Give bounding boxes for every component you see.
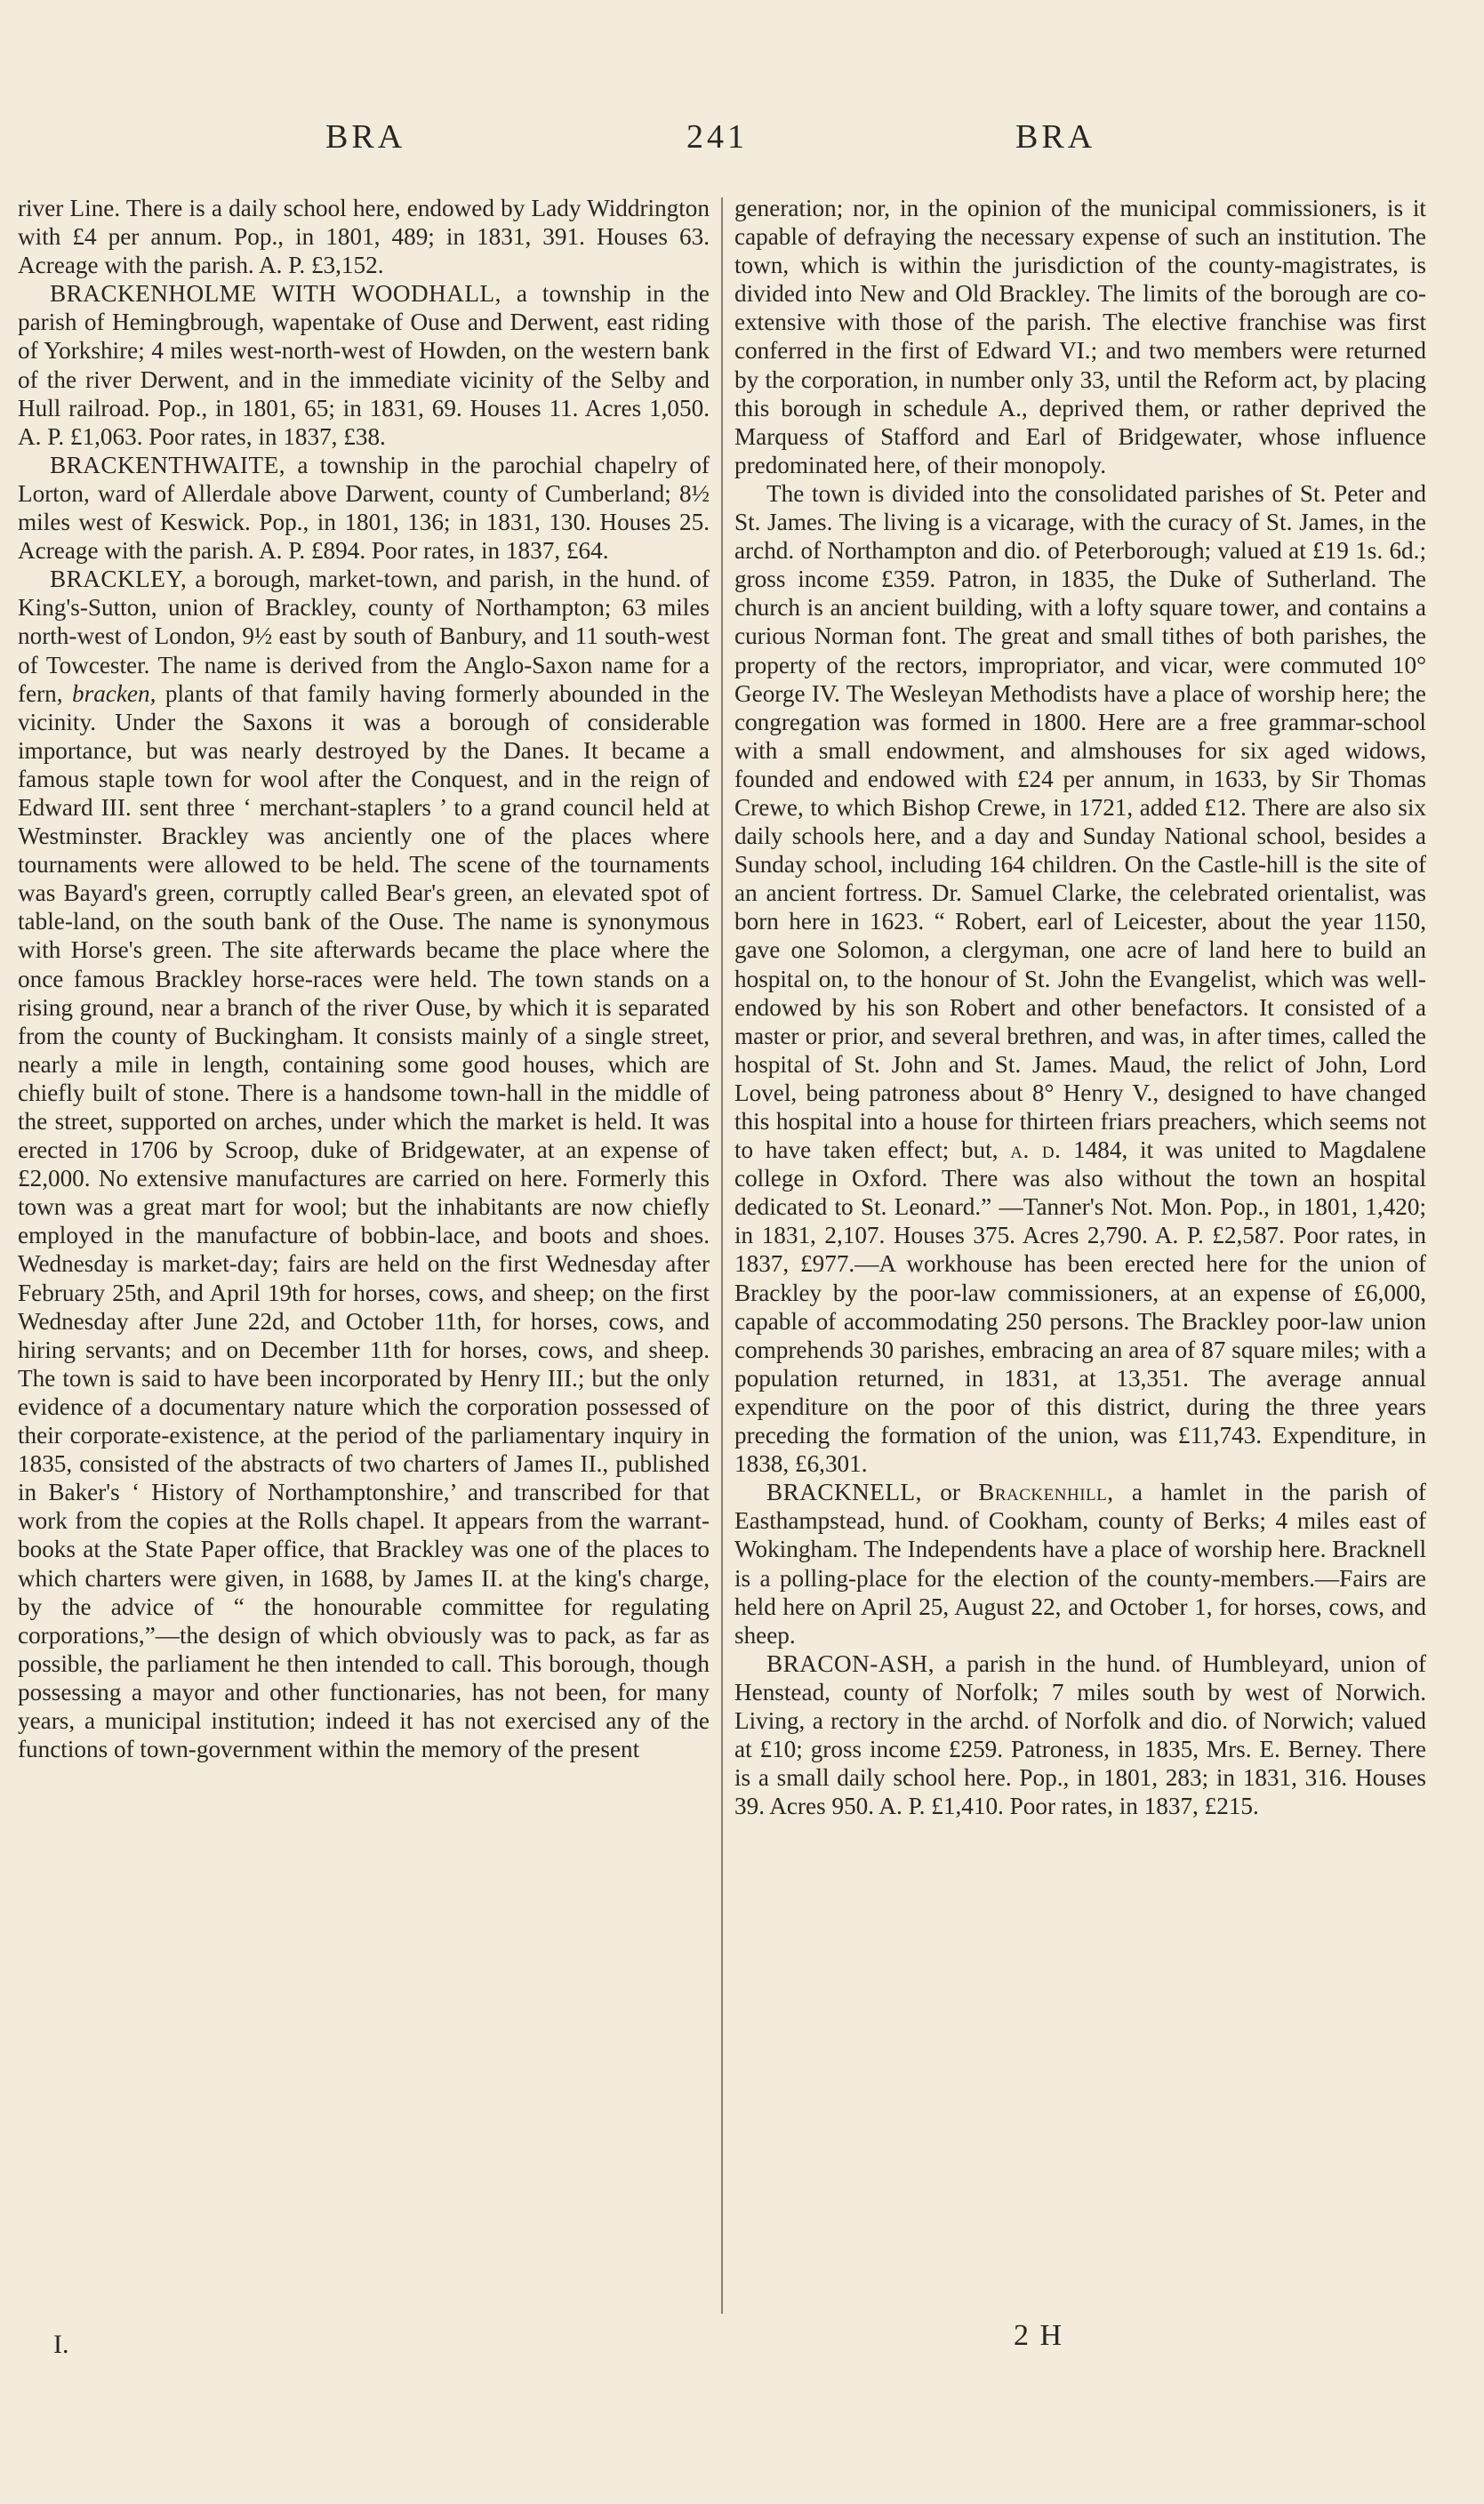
running-head	[0, 117, 1484, 162]
continued-paragraph: river Line. There is a daily school here, endowed by Lady Widdrington with £4 per annum. Pop., in 1801, 489; in 1831, 391. Houses 63. Acreage with the parish. A. P. £3,152.	[18, 195, 710, 279]
page-number: 241	[686, 118, 748, 156]
left-column	[18, 194, 710, 1763]
signature-mark: I.	[53, 2330, 69, 2359]
column-rule	[721, 197, 723, 2314]
entry-brackley: BRACKLEY, a borough, market-town, and parish, in the hund. of King's-Sutton, union of Brackley, county of Northampton; 63 miles north-west of London, 9½ east by south of Banbury, and 11 south-west of Towcester. The name is derived from the Anglo-Saxon name for a fern, bracken, plants of that family having formerly abounded in the vicinity. Under the Saxons it was a borough of considerable importance, but was nearly destroyed by the Danes. It became a famous staple town for wool after the Conquest, and in the reign of Edward III. sent three ‘ merchant-staplers ’ to a grand council held at Westminster. Brackley was anciently one of the places where tournaments were allowed to be held. The scene of the tournaments was Bayard's green, corruptly called Bear's green, an elevated spot of table-land, on the south bank of the Ouse. The name is synonymous with Horse's green. The site afterwards became the place where the once famous Brackley horse-races were held. The town stands on a rising ground, near a branch of the river Ouse, by which it is separated from the county of Buckingham. It consists mainly of a single street, nearly a mile in length, containing some good houses, which are chiefly built of stone. There is a handsome town-hall in the middle of the street, supported on arches, under which the market is held. It was erected in 1706 by Scroop, duke of Bridgewater, at an expense of £2,000. No extensive manufactures are carried on here. Formerly this town was a great mart for wool; but the inhabitants are now chiefly employed in the manufacture of bobbin-lace, and boots and shoes. Wednesday is market-day; fairs are held on the first Wednesday after February 25th, and April 19th for horses, cows, and sheep; on the first Wednesday after June 22d, and October 11th, for horses, cows, and hiring servants; and on December 11th for horses, cows, and sheep. The town is said to have been incorporated by Henry III.; but the only evidence of a documentary nature which the corporation possessed of their corporate-existence, at the period of the parliamentary inquiry in 1835, consisted of the abstracts of two charters of James II., published in Baker's ‘ History of Northamptonshire,’ and transcribed for that work from the copies at the Rolls chapel. It appears from the warrant-books at the State Paper office, that Brackley was one of the places to which charters were given, in 1688, by James II. at the king's charge, by the advice of “ the honourable committee for regulating corporations,”—the design of which obviously was to pack, as far as possible, the parliament he then intended to call. This borough, though possessing a mayor and other functionaries, has not been, for many years, a municipal institution; indeed it has not exercised any of the functions of town-government within the memory of the present	[18, 566, 710, 1763]
entry-bracon-ash: BRACON-ASH, a parish in the hund. of Humbleyard, union of Henstead, county of Norfolk; 7 miles south by west of Norwich. Living, a rectory in the archd. of Norfolk and dio. of Norwich; valued at £10; gross income £259. Patroness, in 1835, Mrs. E. Berney. There is a small daily school here. Pop., in 1801, 283; in 1831, 316. Houses 39. Acres 950. A. P. £1,410. Poor rates, in 1837, £215.	[734, 1649, 1426, 1820]
entry-headword: BRACKENTHWAITE,	[50, 451, 285, 478]
era-abbrev: a. d.	[1010, 1136, 1062, 1164]
right-column	[734, 194, 1426, 1820]
alt-headword: Brackenhill,	[978, 1479, 1114, 1506]
entry-headword: BRACKENHOLME WITH WOODHALL,	[50, 280, 501, 308]
italic-term: bracken,	[72, 679, 156, 707]
running-head-right: BRA	[1015, 118, 1096, 156]
continued-paragraph: generation; nor, in the opinion of the municipal commissioners, is it capable of defraying the necessary expense of such an institution. The town, which is within the jurisdiction of the county-magistrates, is divided into New and Old Brackley. The limits of the borough are co-extensive with those of the parish. The elective franchise was first conferred in the first of Edward VI.; and two members were returned by the corporation, in number only 33, until the Reform act, by placing this borough in schedule A., deprived them, or rather deprived the Marquess of Stafford and Earl of Bridgewater, whose influence predominated here, of their monopoly.	[734, 195, 1426, 478]
signature-gathering: 2 H	[1014, 2319, 1064, 2352]
entry-headword: BRACKNELL,	[766, 1479, 922, 1506]
paragraph-brackley-parishes: The town is divided into the consolidated parishes of St. Peter and St. James. The living is a vicarage, with the curacy of St. James, in the archd. of Northampton and dio. of Peterborough; valued at £19 1s. 6d.; gross income £359. Patron, in 1835, the Duke of Sutherland. The church is an ancient building, with a lofty square tower, and contains a curious Norman font. The great and small tithes of both parishes, the property of the rectors, impropriator, and vicar, were commuted 10° George IV. The Wesleyan Methodists have a place of worship here; the congregation was formed in 1800. Here are a free grammar-school with a small endowment, and almshouses for six aged widows, founded and endowed with £24 per annum, in 1633, by Sir Thomas Crewe, to which Bishop Crewe, in 1721, added £12. There are also six daily schools here, and a day and Sunday National school, besides a Sunday school, including 164 children. On the Castle-hill is the site of an ancient fortress. Dr. Samuel Clarke, the celebrated orientalist, was born here in 1623. “ Robert, earl of Leicester, about the year 1150, gave one Solomon, a clergyman, one acre of land here to build an hospital on, to the honour of St. John the Evangelist, which was well-endowed by his son Robert and other benefactors. It consisted of a master or prior, and several brethren, and was, in after times, called the hospital of St. John and St. James. Maud, the relict of John, Lord Lovel, being patroness about 8° Henry V., designed to have changed this hospital into a house for thirteen friars preachers, which seems not to have taken effect; but, a. d. 1484, it was united to Magdalene college in Oxford. There was also without the town an hospital dedicated to St. Leonard.” —Tanner's Not. Mon. Pop., in 1801, 1,420; in 1831, 2,107. Houses 375. Acres 2,790. A. P. £2,587. Poor rates, in 1837, £977.—A workhouse has been erected here for the union of Brackley by the poor-law commissioners, at an expense of £6,000, capable of accommodating 250 persons. The Brackley poor-law union comprehends 30 parishes, embracing an area of 87 square miles; with a population returned, in 1831, at 13,351. The average annual expenditure on the poor of this district, during the three years preceding the formation of the union, was £11,743. Expenditure, in 1838, £6,301.	[734, 479, 1426, 1478]
entry-headword: BRACON-ASH,	[766, 1649, 935, 1677]
running-head-left: BRA	[325, 118, 406, 156]
entry-headword: BRACKLEY,	[50, 566, 188, 593]
entry-brackenthwaite: BRACKENTHWAITE, a township in the parochial chapelry of Lorton, ward of Allerdale above Darwent, county of Cumberland; 8½ miles west of Keswick. Pop., in 1801, 136; in 1831, 130. Houses 25. Acreage with the parish. A. P. £894. Poor rates, in 1837, £64.	[18, 451, 710, 565]
entry-bracknell: BRACKNELL, or Brackenhill, a hamlet in the parish of Easthampstead, hund. of Cookham, county of Berks; 4 miles east of Wokingham. The Independents have a place of worship here. Bracknell is a polling-place for the election of the county-members.—Fairs are held here on April 25, August 22, and October 1, for horses, cows, and sheep.	[734, 1479, 1426, 1649]
entry-brackenholme: BRACKENHOLME WITH WOODHALL, a township in the parish of Hemingbrough, wapentake of Ouse and Derwent, east riding of Yorkshire; 4 miles west-north-west of Howden, on the western bank of the river Derwent, and in the immediate vicinity of the Selby and Hull railroad. Pop., in 1801, 65; in 1831, 69. Houses 11. Acres 1,050. A. P. £1,063. Poor rates, in 1837, £38.	[18, 280, 710, 450]
